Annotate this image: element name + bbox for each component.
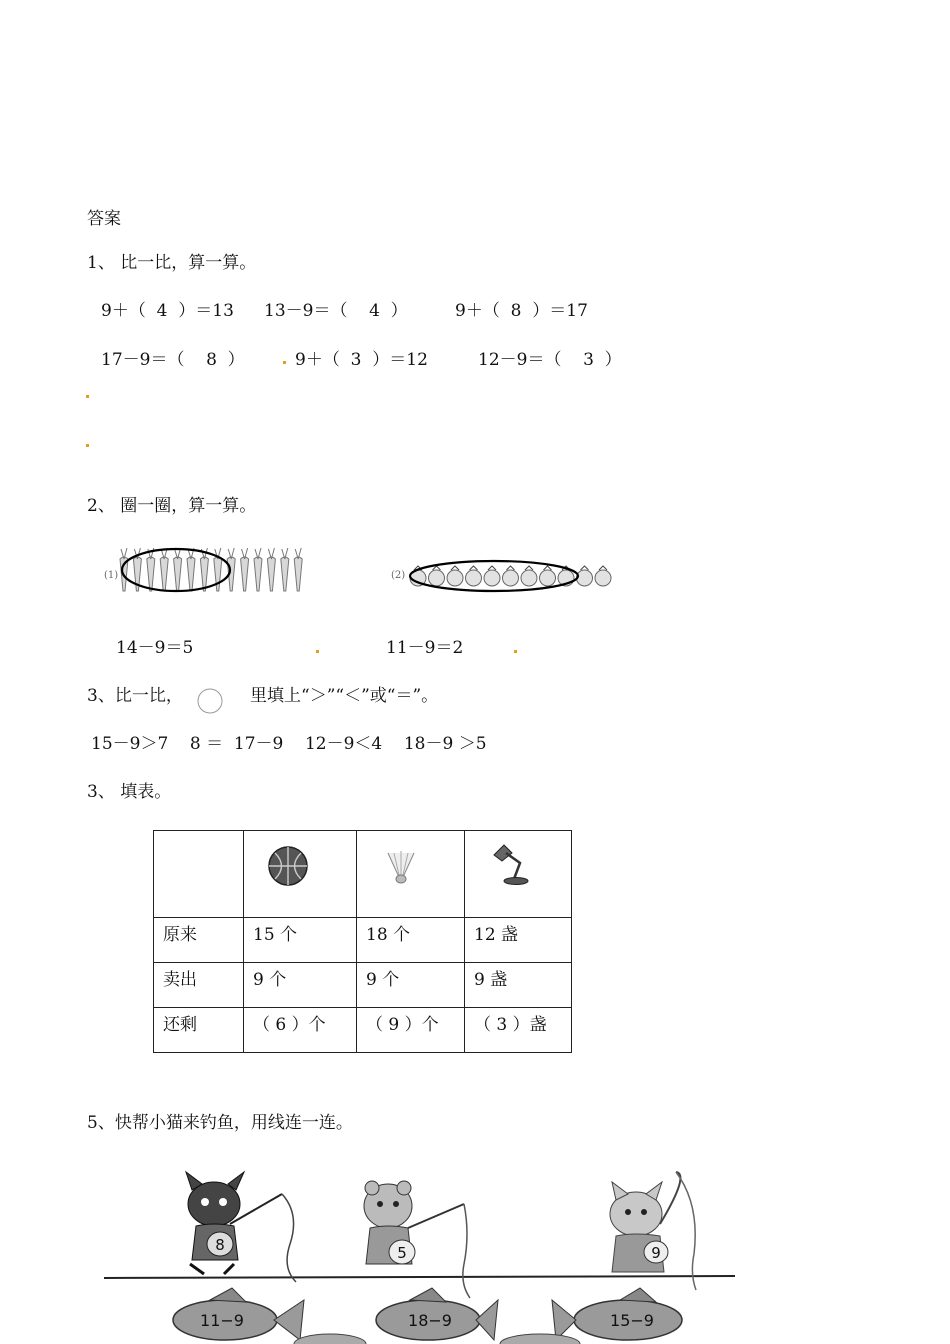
cat-number: 8	[215, 1236, 225, 1254]
row-label: 原来	[154, 918, 244, 963]
cat-icon	[364, 1181, 470, 1298]
table-cell: 9 个	[244, 963, 357, 1008]
strawberry-stem-icon	[488, 566, 496, 570]
radish-icon	[281, 557, 289, 591]
q2-eq-1: 14－9＝5	[116, 638, 194, 658]
radish-icon	[254, 557, 262, 591]
sales-table	[153, 830, 572, 1053]
strawberry-icon	[447, 570, 463, 586]
strawberry-stem-icon	[470, 566, 478, 570]
radish-icon	[267, 557, 275, 591]
strawberry-stem-icon	[581, 566, 589, 570]
q4-title: 3、 填表。	[87, 782, 172, 802]
table-cell: 9 个	[357, 963, 465, 1008]
table-row	[154, 1008, 572, 1053]
q1-eq-5: 9＋（ 3 ）＝12	[295, 350, 428, 370]
strawberry-stem-icon	[507, 566, 515, 570]
strawberry-stem-icon	[544, 566, 552, 570]
radish-icon	[294, 557, 302, 591]
q2-title: 2、 圈一圈，算一算。	[87, 496, 257, 516]
radish-icon	[174, 557, 182, 591]
fishing-cats-illustration	[0, 1164, 760, 1344]
strawberry-icon	[484, 570, 500, 586]
q1-title: 1、 比一比，算一算。	[87, 253, 257, 273]
table-cell: 15 个	[244, 918, 357, 963]
cat-number: 9	[651, 1244, 661, 1262]
row-label: 还剩	[154, 1008, 244, 1053]
q2-eq-2: 11－9＝2	[386, 638, 464, 658]
cat-icon	[610, 1172, 696, 1290]
strawberry-stem-icon	[525, 566, 533, 570]
strawberry-icon	[577, 570, 593, 586]
q1-eq-6: 12－9＝（ 3 ）	[478, 350, 622, 370]
lamp-cell	[465, 831, 572, 918]
radish-icon	[241, 557, 249, 591]
mark-dot	[316, 650, 319, 653]
cat-icon	[186, 1172, 296, 1282]
mark-dot	[514, 650, 517, 653]
strawberry-icon	[503, 570, 519, 586]
mark-dot	[86, 444, 89, 447]
strawberry-icon	[429, 570, 445, 586]
cat-number: 5	[397, 1244, 407, 1262]
answer-heading: 答案	[87, 209, 121, 229]
strawberry-icon	[540, 570, 556, 586]
fish-expression: 11−9	[200, 1311, 244, 1330]
group-label-1: (1)	[104, 570, 119, 581]
table-cell: 18 个	[357, 918, 465, 963]
table-cell: （ 9 ）个	[357, 1008, 465, 1053]
fish-expression: 15−9	[610, 1311, 654, 1330]
mark-dot	[86, 395, 89, 398]
table-header-row	[154, 831, 572, 918]
strawberry-icon	[466, 570, 482, 586]
mark-dot	[283, 361, 286, 364]
radish-group-illustration	[100, 545, 320, 605]
strawberry-group-illustration	[392, 556, 632, 600]
radish-icon	[200, 557, 208, 591]
basketball-icon	[267, 845, 311, 889]
radish-icon	[187, 557, 195, 591]
shuttlecock-icon	[384, 849, 418, 889]
table-cell: （ 6 ）个	[244, 1008, 357, 1053]
table-row	[154, 918, 572, 963]
radish-icon	[160, 557, 168, 591]
row-label: 卖出	[154, 963, 244, 1008]
q1-eq-2: 13－9＝（ 4 ）	[264, 301, 408, 321]
group-label-2: (2)	[391, 570, 406, 581]
table-cell: 9 盏	[465, 963, 572, 1008]
q1-eq-3: 9＋（ 8 ）＝17	[455, 301, 588, 321]
strawberry-icon	[521, 570, 537, 586]
q5-title: 5、快帮小猫来钓鱼，用线连一连。	[87, 1113, 353, 1133]
q3-title-a: 3、比一比，	[87, 686, 183, 706]
strawberry-icon	[595, 570, 611, 586]
radish-icon	[214, 557, 222, 591]
radish-icon	[147, 557, 155, 591]
q3-title-b: 里填上“＞”“＜”或“＝”。	[250, 686, 439, 706]
circle-blank-icon	[196, 687, 226, 717]
strawberry-stem-icon	[451, 566, 459, 570]
desk-lamp-icon	[490, 841, 534, 887]
basketball-cell	[244, 831, 357, 918]
table-corner-cell	[154, 831, 244, 918]
q3-answers: 15－9＞7 8 ＝ 17－9 12－9＜4 18－9 ＞5	[91, 734, 487, 754]
table-row	[154, 963, 572, 1008]
strawberry-stem-icon	[599, 566, 607, 570]
fish-expression: 18−9	[408, 1311, 452, 1330]
table-cell: 12 盏	[465, 918, 572, 963]
table-cell: （ 3 ）盏	[465, 1008, 572, 1053]
q1-eq-1: 9＋（ 4 ）＝13	[101, 301, 234, 321]
shuttlecock-cell	[357, 831, 465, 918]
q1-eq-4: 17－9＝（ 8 ）	[101, 350, 245, 370]
